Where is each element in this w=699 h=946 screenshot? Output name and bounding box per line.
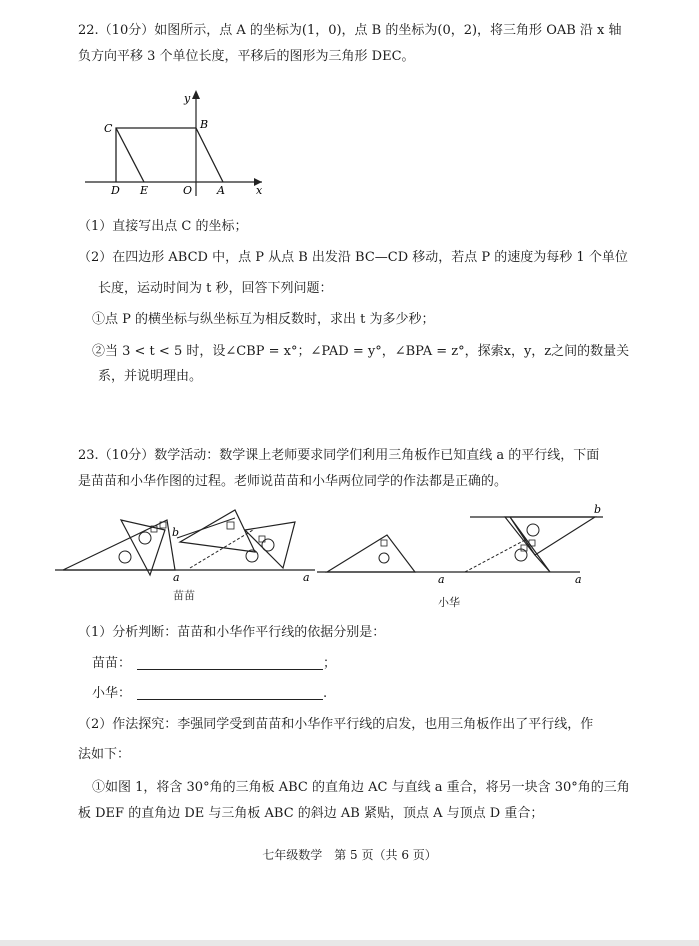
q23-line1: 23.（10分）数学活动：数学课上老师要求同学们利用三角板作已知直线 a 的平行线，下面 xyxy=(78,448,600,463)
miaomiao-answer-blank[interactable] xyxy=(137,657,323,670)
q22-part2-b: 长度，运动时间为 t 秒，回答下列问题： xyxy=(98,281,333,296)
q23-part2-b: 法如下： xyxy=(78,747,131,762)
q23-part2-a: （2）作法探究：李强同学受到苗苗和小华作平行线的启发，也用三角板作出了平行线，作 xyxy=(78,717,594,732)
page-footer: 七年级数学 第 5 页（共 6 页） xyxy=(262,848,437,862)
point-O-label: O xyxy=(183,184,193,197)
q23-figures xyxy=(55,500,645,610)
q22-line1: 22.（10分）如图所示，点 A 的坐标为(1，0)，点 B 的坐标为(0，2)，将三角形 OAB 沿 x 轴 xyxy=(78,23,622,38)
miao-line-a-label-1: a xyxy=(173,571,180,584)
miao-line-b-label: b xyxy=(172,526,180,539)
xiao-line-b-label: b xyxy=(594,503,602,516)
miaomiao-label: 苗苗： xyxy=(92,656,132,671)
q22-part1: （1）直接写出点 C 的坐标； xyxy=(78,219,248,234)
q23-part1: （1）分析判断：苗苗和小华作平行线的依据分别是： xyxy=(78,625,386,640)
point-C-label: C xyxy=(104,122,113,135)
point-D-label: D xyxy=(111,184,120,197)
x-axis-label: x xyxy=(256,184,263,197)
miaomiao-end-mark: ； xyxy=(323,656,337,671)
q23-part2-c: ①如图 1，将含 30°角的三角板 ABC 的直角边 AC 与直线 a 重合，将另一块含 30°角的三角 xyxy=(92,780,630,795)
miao-line-a-label-2: a xyxy=(303,571,310,584)
q22-part2-c: ①点 P 的横坐标与纵坐标互为相反数时，求出 t 为多少秒； xyxy=(92,312,435,327)
point-B-label: B xyxy=(200,118,209,131)
xiao-line-a-label-2: a xyxy=(575,573,582,586)
q22-figure xyxy=(80,88,280,200)
bottom-edge-bar xyxy=(0,940,699,946)
q22-part2-a: （2）在四边形 ABCD 中，点 P 从点 B 出发沿 BC—CD 移动，若点 P 的速度为每秒 1 个单位 xyxy=(78,250,628,265)
xiaohua-label: 小华： xyxy=(92,686,132,701)
point-E-label: E xyxy=(140,184,149,197)
q22-part2-d: ②当 3 < t < 5 时，设∠CBP = x°；∠PAD = y°，∠BPA = z°，探索x，y，z之间的数量关 xyxy=(92,344,630,359)
q22-line2: 负方向平移 3 个单位长度，平移后的图形为三角形 DEC。 xyxy=(78,49,415,64)
q23-line2: 是苗苗和小华作图的过程。老师说苗苗和小华两位同学的作法都是正确的。 xyxy=(78,474,508,489)
q23-blank-xiaohua xyxy=(92,685,327,703)
q23-blank-miaomiao xyxy=(92,655,336,673)
point-A-label: A xyxy=(217,184,225,197)
y-axis-label: y xyxy=(184,92,191,105)
q23-part2-d: 板 DEF 的直角边 DE 与三角板 ABC 的斜边 AB 紧贴，顶点 A 与顶点 D 重合； xyxy=(78,806,544,821)
xiao-line-a-label-1: a xyxy=(438,573,445,586)
caption-xiaohua: 小华 xyxy=(438,596,460,609)
q22-part2-e: 系，并说明理由。 xyxy=(98,369,203,384)
xiaohua-end-mark: . xyxy=(323,686,328,701)
xiaohua-answer-blank[interactable] xyxy=(137,687,323,700)
caption-miaomiao: 苗苗 xyxy=(173,589,195,602)
